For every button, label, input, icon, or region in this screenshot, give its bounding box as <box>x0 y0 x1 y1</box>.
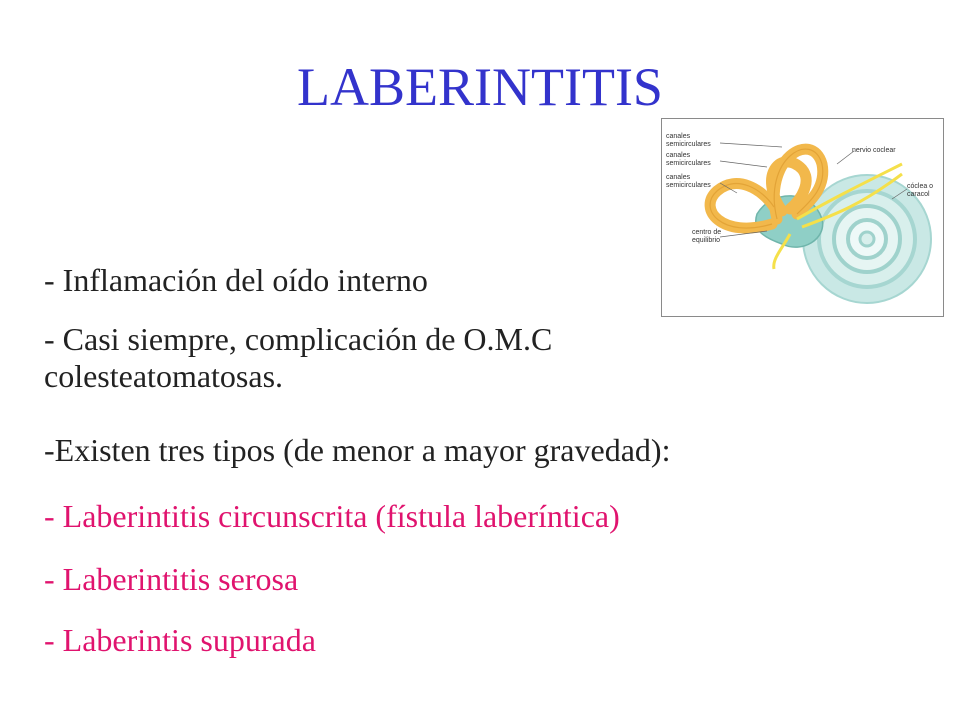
label-canales-1: canales semicirculares <box>666 133 711 148</box>
bullet-serosa: - Laberintitis serosa <box>44 561 299 597</box>
label-nervio-coclear: nervio coclear <box>852 147 896 154</box>
bullet-circunscrita: - Laberintitis circunscrita (fístula laberíntica) <box>44 498 620 534</box>
bullet-complicacion: - Casi siempre, complicación de O.M.C <box>44 321 553 357</box>
bullet-inflamacion: - Inflamación del oído interno <box>44 262 428 298</box>
bullet-tipos: -Existen tres tipos (de menor a mayor gravedad): <box>44 432 671 468</box>
label-centro-equilibrio: centro de equilibrio <box>692 229 722 244</box>
bullet-complicacion-cont: colesteatomatosas. <box>44 358 284 394</box>
label-canales-2: canales semicirculares <box>666 152 711 167</box>
slide-title: LABERINTITIS <box>297 57 663 117</box>
inner-ear-illustration <box>661 118 944 317</box>
bullet-supurada: - Laberintis supurada <box>44 622 316 658</box>
label-canales-3: canales semicirculares <box>666 174 711 189</box>
label-coclea: cóclea o caracol <box>907 183 934 198</box>
